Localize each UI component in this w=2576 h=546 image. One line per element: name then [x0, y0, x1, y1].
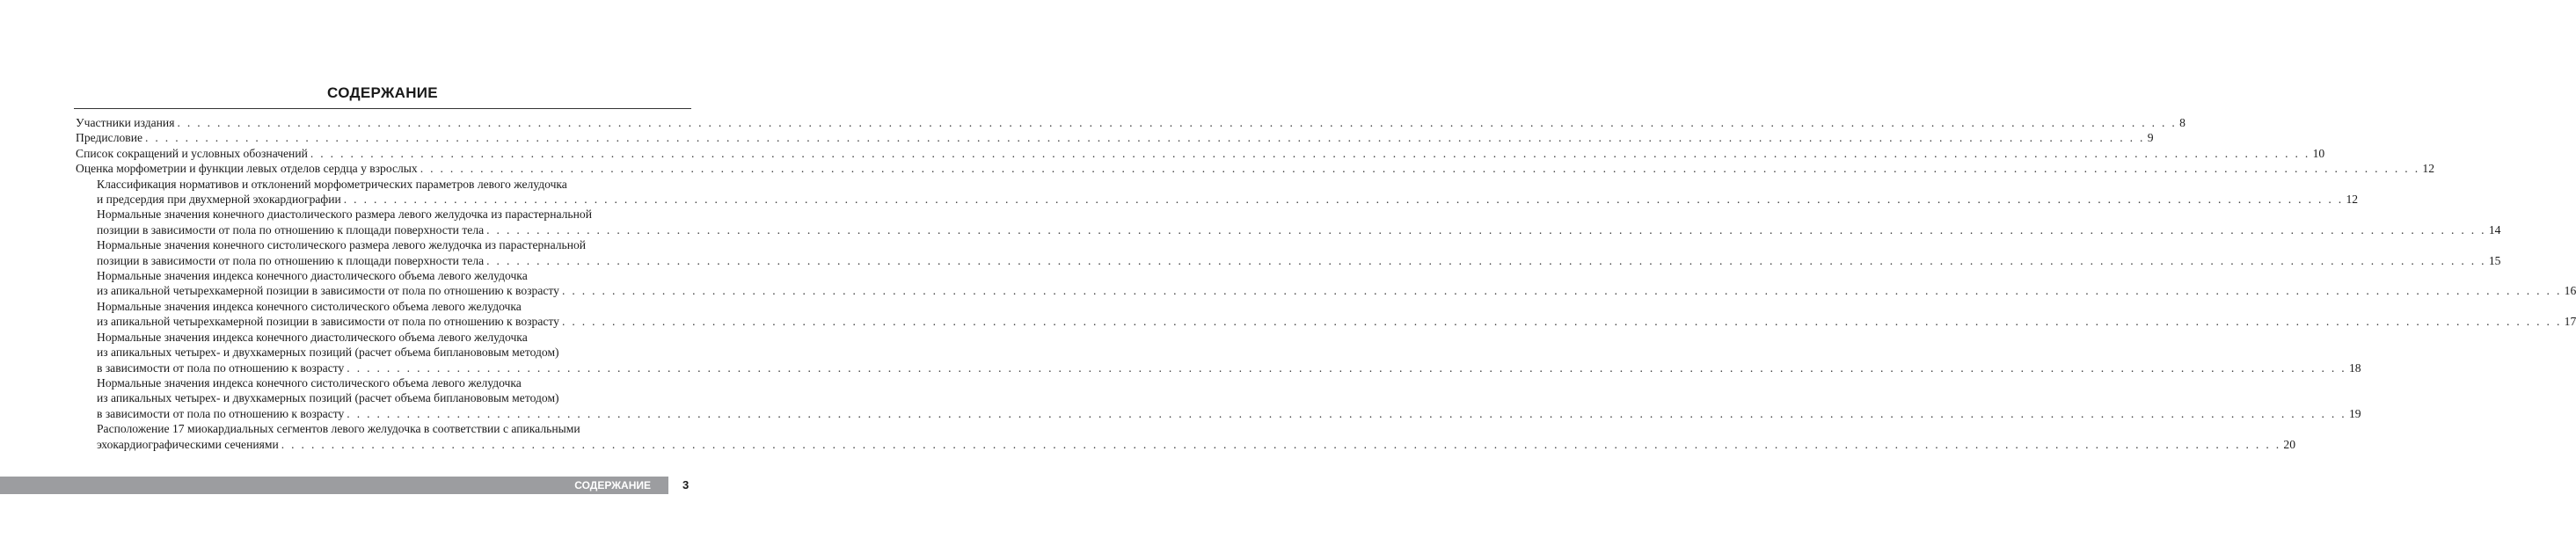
toc-entry-title-line: из апикальных четырех- и двухкамерных позиций (расчет объема бипланововым методом): [97, 346, 559, 360]
toc-entry-title-line: Нормальные значения конечного систолического размера левого желудочка из парастернальной: [97, 238, 587, 252]
toc-entry[interactable]: [76, 146, 2325, 161]
dot-leader: . . . . . . . . . . . . . . . . . . . . . . . . . . . . . . . . . . . . . . . . . . . . . . . . . . . . . . . . . . . . . . . . . . . . . . . . . . . . . . . . . . . . . . . . . . . . . . . . . . . . . . . . . . . . . . . . . . . . . . . . . . . . . . . . . . . . . . . . . . . . . . . . . . . . . . . . . . . . . . . . . . . . . . . . . . . . . . . . . . . . . . . . . . . . . . . . . . . . . . . .: [310, 146, 2310, 160]
toc-page-number: 10: [2312, 146, 2325, 160]
toc-entry[interactable]: [76, 375, 2361, 421]
toc-entry-title: позиции в зависимости от пола по отношению к площади поверхности тела: [97, 253, 485, 267]
toc-entry-leader-line: [97, 406, 2361, 421]
toc-entry[interactable]: [76, 161, 2434, 176]
dot-leader: . . . . . . . . . . . . . . . . . . . . . . . . . . . . . . . . . . . . . . . . . . . . . . . . . . . . . . . . . . . . . . . . . . . . . . . . . . . . . . . . . . . . . . . . . . . . . . . . . . . . . . . . . . . . . . . . . . . . . . . . . . . . . . . . . . . . . . . . . . . . . . . . . . . . . . . . . . . . . . . . . . . . . . . . . . . . . . . . . . . . . . . . . . . . . . . . . . . . . . . .: [347, 406, 2346, 420]
toc-entry[interactable]: [76, 330, 2361, 375]
toc-entry-title-line: Классификация нормативов и отклонений морфометрических параметров левого желудочка: [97, 177, 567, 191]
toc-entry-title-line: Нормальные значения индекса конечного диастолического объема левого желудочка: [97, 269, 528, 283]
toc-entry-title: эхокардиографическими сечениями: [97, 437, 279, 451]
toc-entry-leader-line: [76, 146, 2325, 161]
toc-page-number: 20: [2283, 437, 2296, 451]
dot-leader: . . . . . . . . . . . . . . . . . . . . . . . . . . . . . . . . . . . . . . . . . . . . . . . . . . . . . . . . . . . . . . . . . . . . . . . . . . . . . . . . . . . . . . . . . . . . . . . . . . . . . . . . . . . . . . . . . . . . . . . . . . . . . . . . . . . . . . . . . . . . . . . . . . . . . . . . . . . . . . . . . . . . . . . . . . . . . . . . . . . . . . . . . . . . . . . . . . . . . . . .: [486, 222, 2486, 237]
toc-entry-leader-line: [97, 314, 2576, 329]
dot-leader: . . . . . . . . . . . . . . . . . . . . . . . . . . . . . . . . . . . . . . . . . . . . . . . . . . . . . . . . . . . . . . . . . . . . . . . . . . . . . . . . . . . . . . . . . . . . . . . . . . . . . . . . . . . . . . . . . . . . . . . . . . . . . . . . . . . . . . . . . . . . . . . . . . . . . . . . . . . . . . . . . . . . . . . . . . . . . . . . . . . . . . . . . . . . . . . . . . . . . . . .: [486, 253, 2486, 267]
dot-leader: . . . . . . . . . . . . . . . . . . . . . . . . . . . . . . . . . . . . . . . . . . . . . . . . . . . . . . . . . . . . . . . . . . . . . . . . . . . . . . . . . . . . . . . . . . . . . . . . . . . . . . . . . . . . . . . . . . . . . . . . . . . . . . . . . . . . . . . . . . . . . . . . . . . . . . . . . . . . . . . . . . . . . . . . . . . . . . . . . . . . . . . . . . . . . . . . . . . . . . . .: [561, 315, 2562, 329]
toc-page-number: 8: [2179, 116, 2186, 129]
toc-entry[interactable]: [76, 115, 2186, 130]
toc-entry-title-line: Нормальные значения конечного диастолического размера левого желудочка из парастернальной: [97, 207, 592, 222]
toc-entry-title-line: Расположение 17 миокардиальных сегментов левого желудочка в соответствии с апикальными: [97, 422, 580, 436]
toc-page-number: 16: [2564, 284, 2576, 298]
footer-page-number: 3: [682, 478, 690, 491]
dot-leader: . . . . . . . . . . . . . . . . . . . . . . . . . . . . . . . . . . . . . . . . . . . . . . . . . . . . . . . . . . . . . . . . . . . . . . . . . . . . . . . . . . . . . . . . . . . . . . . . . . . . . . . . . . . . . . . . . . . . . . . . . . . . . . . . . . . . . . . . . . . . . . . . . . . . . . . . . . . . . . . . . . . . . . . . . . . . . . . . . . . . . . . . . . . . . . . . . . . . . . . .: [420, 162, 2420, 176]
toc-page-number: 18: [2348, 360, 2361, 375]
toc-entry[interactable]: [76, 177, 2359, 207]
toc-entry-leader-line: [97, 253, 2501, 268]
toc-entry[interactable]: [76, 421, 2296, 452]
dot-leader: . . . . . . . . . . . . . . . . . . . . . . . . . . . . . . . . . . . . . . . . . . . . . . . . . . . . . . . . . . . . . . . . . . . . . . . . . . . . . . . . . . . . . . . . . . . . . . . . . . . . . . . . . . . . . . . . . . . . . . . . . . . . . . . . . . . . . . . . . . . . . . . . . . . . . . . . . . . . . . . . . . . . . . . . . . . . . . . . . . . . . . . . . . . . . . . . . . . . . . . .: [281, 437, 2281, 451]
toc-entry-title: из апикальной четырехкамерной позиции в зависимости от пола по отношению к возрасту: [97, 315, 559, 329]
toc-entry-leader-line: [97, 222, 2501, 237]
toc-entry-title-line: Нормальные значения индекса конечного систолического объема левого желудочка: [97, 375, 522, 389]
toc-entry-title: в зависимости от пола по отношению к возрасту: [97, 406, 345, 420]
toc-entry-leader-line: [97, 283, 2576, 298]
dot-leader: . . . . . . . . . . . . . . . . . . . . . . . . . . . . . . . . . . . . . . . . . . . . . . . . . . . . . . . . . . . . . . . . . . . . . . . . . . . . . . . . . . . . . . . . . . . . . . . . . . . . . . . . . . . . . . . . . . . . . . . . . . . . . . . . . . . . . . . . . . . . . . . . . . . . . . . . . . . . . . . . . . . . . . . . . . . . . . . . . . . . . . . . . . . . . . . . . . . . . . . .: [145, 131, 2145, 145]
toc-entry-leader-line: [76, 115, 2186, 130]
toc-page-number: 9: [2147, 131, 2154, 145]
toc-entry-title: Участники издания: [76, 116, 175, 129]
toc-entry-title-line: Нормальные значения индекса конечного диастолического объема левого желудочка: [97, 330, 528, 344]
page-title: СОДЕРЖАНИЕ: [327, 84, 438, 101]
toc-entry[interactable]: [76, 268, 2576, 299]
toc-entry-leader-line: [76, 130, 2154, 145]
toc-entry-title: Оценка морфометрии и функции левых отделов сердца у взрослых: [76, 162, 418, 176]
toc-entry[interactable]: [76, 237, 2501, 268]
toc-page-number: 17: [2564, 315, 2576, 329]
title-divider: [74, 108, 691, 109]
toc-entry-leader-line: [97, 192, 2359, 207]
toc-entry-title: Список сокращений и условных обозначений: [76, 146, 308, 160]
toc-entry[interactable]: [76, 207, 2501, 237]
toc-entry-title: и предсердия при двухмерной эхокардиографии: [97, 193, 341, 207]
toc-entry-title-line: Нормальные значения индекса конечного систолического объема левого желудочка: [97, 299, 522, 313]
footer-section-label: СОДЕРЖАНИЕ: [574, 479, 651, 491]
dot-leader: . . . . . . . . . . . . . . . . . . . . . . . . . . . . . . . . . . . . . . . . . . . . . . . . . . . . . . . . . . . . . . . . . . . . . . . . . . . . . . . . . . . . . . . . . . . . . . . . . . . . . . . . . . . . . . . . . . . . . . . . . . . . . . . . . . . . . . . . . . . . . . . . . . . . . . . . . . . . . . . . . . . . . . . . . . . . . . . . . . . . . . . . . . . . . . . . . . . . . . . .: [347, 360, 2346, 375]
toc-page-number: 12: [2422, 162, 2434, 176]
toc-entry-title-line: из апикальных четырех- и двухкамерных позиций (расчет объема бипланововым методом): [97, 391, 559, 405]
toc-entry-leader-line: [76, 161, 2434, 176]
table-of-contents: [76, 115, 2576, 452]
dot-leader: . . . . . . . . . . . . . . . . . . . . . . . . . . . . . . . . . . . . . . . . . . . . . . . . . . . . . . . . . . . . . . . . . . . . . . . . . . . . . . . . . . . . . . . . . . . . . . . . . . . . . . . . . . . . . . . . . . . . . . . . . . . . . . . . . . . . . . . . . . . . . . . . . . . . . . . . . . . . . . . . . . . . . . . . . . . . . . . . . . . . . . . . . . . . . . . . . . . . . . . .: [561, 284, 2562, 298]
toc-entry[interactable]: [76, 299, 2576, 330]
toc-entry-leader-line: [97, 360, 2361, 375]
footer-bar: [0, 477, 668, 494]
toc-entry[interactable]: [76, 130, 2154, 145]
toc-page-number: 12: [2346, 193, 2359, 207]
dot-leader: . . . . . . . . . . . . . . . . . . . . . . . . . . . . . . . . . . . . . . . . . . . . . . . . . . . . . . . . . . . . . . . . . . . . . . . . . . . . . . . . . . . . . . . . . . . . . . . . . . . . . . . . . . . . . . . . . . . . . . . . . . . . . . . . . . . . . . . . . . . . . . . . . . . . . . . . . . . . . . . . . . . . . . . . . . . . . . . . . . . . . . . . . . . . . . . . . . . . . . . .: [177, 116, 2178, 129]
toc-entry-title: Предисловие: [76, 131, 143, 145]
toc-page-number: 19: [2348, 406, 2361, 420]
dot-leader: . . . . . . . . . . . . . . . . . . . . . . . . . . . . . . . . . . . . . . . . . . . . . . . . . . . . . . . . . . . . . . . . . . . . . . . . . . . . . . . . . . . . . . . . . . . . . . . . . . . . . . . . . . . . . . . . . . . . . . . . . . . . . . . . . . . . . . . . . . . . . . . . . . . . . . . . . . . . . . . . . . . . . . . . . . . . . . . . . . . . . . . . . . . . . . . . . . . . . . . .: [343, 193, 2344, 207]
toc-entry-title: из апикальной четырехкамерной позиции в зависимости от пола по отношению к возрасту: [97, 284, 559, 298]
toc-entry-title: позиции в зависимости от пола по отношению к площади поверхности тела: [97, 222, 485, 237]
toc-page-number: 15: [2488, 253, 2501, 267]
toc-entry-title: в зависимости от пола по отношению к возрасту: [97, 360, 345, 375]
toc-entry-leader-line: [97, 437, 2296, 452]
toc-page-number: 14: [2488, 222, 2501, 237]
